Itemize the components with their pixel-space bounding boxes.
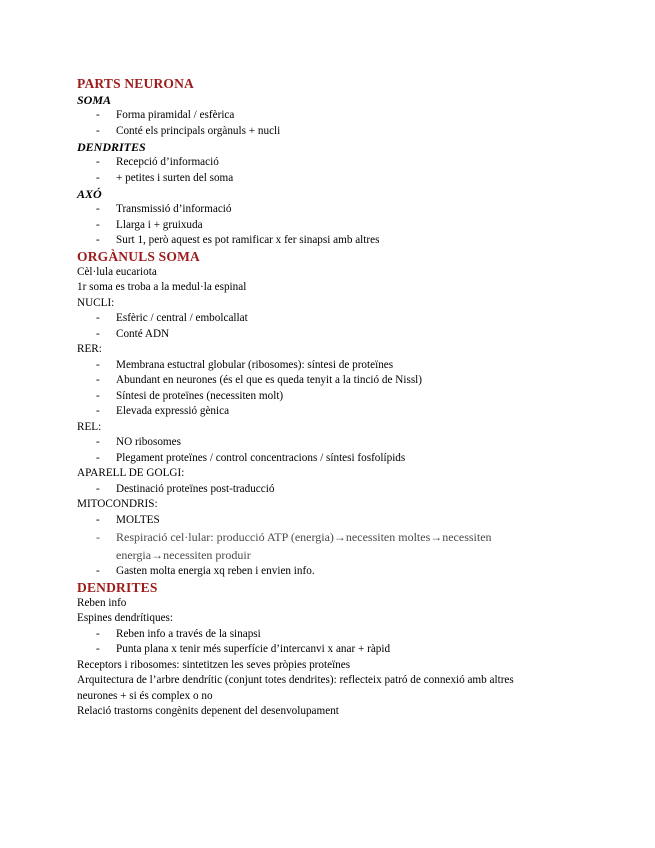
list-item: - Llarga i + gruixuda <box>96 218 203 231</box>
section-label-rel: REL: <box>77 420 102 433</box>
subheading-axo: AXÓ <box>77 187 102 201</box>
document-page <box>77 76 622 720</box>
subheading-soma: SOMA <box>77 93 112 107</box>
list-item: - Esfèric / central / embolcallat <box>96 312 248 324</box>
list-item: - MOLTES <box>96 513 160 526</box>
section-label-mitocondris: MITOCONDRIS: <box>77 498 158 510</box>
list-item: - Reben info a través de la sinapsi <box>96 627 261 640</box>
list-item: - Conté els principals orgànuls + nucli <box>96 124 281 137</box>
text-line: Relació trastorns congènits depenent del desenvolupament <box>77 705 339 717</box>
paragraph-arquitectura: Arquitectura de l’arbre dendrític (conjunt totes dendrites): reflecteix patró de connexió amb altres neurones + si és complex o no <box>77 674 514 702</box>
list-item: - Membrana estuctral globular (ribosomes): síntesi de proteïnes <box>96 358 394 371</box>
intro-line: 1r soma es troba a la medul·la espinal <box>77 281 247 293</box>
list-item: - Surt 1, però aquest es pot ramificar x fer sinapsi amb altres <box>96 234 380 246</box>
intro-line: Cèl·lula eucariota <box>77 265 157 278</box>
heading-parts-neurona: PARTS NEURONA <box>77 76 195 91</box>
list-item: - Recepció d’informació <box>96 156 219 168</box>
list-item: - Plegament proteïnes / control concentracions / síntesi fosfolípids <box>96 451 406 464</box>
list-item: - Forma piramidal / esfèrica <box>96 109 235 121</box>
list-item: - Gasten molta energia xq reben i envien info. <box>96 565 315 577</box>
text-line: Reben info <box>77 596 127 609</box>
heading-organuls-soma: ORGÀNULS SOMA <box>77 248 200 264</box>
list-item: - NO ribosomes <box>96 436 181 448</box>
list-item: - Elevada expressió gènica <box>96 405 230 417</box>
list-item: - Abundant en neurones (és el que es queda tenyit a la tinció de Nissl) <box>96 374 423 386</box>
section-label-golgi: APARELL DE GOLGI: <box>77 467 185 479</box>
list-item: - + petites i surten del soma <box>96 171 234 184</box>
list-item: - Síntesi de proteïnes (necessiten molt) <box>96 389 284 402</box>
section-label-espines: Espines dendrítiques: <box>77 612 174 624</box>
list-item: - Destinació proteïnes post-traducció <box>96 482 275 495</box>
subheading-dendrites: DENDRITES <box>77 140 146 154</box>
text-line: Receptors i ribosomes: sintetitzen les seves pròpies proteïnes <box>77 658 351 671</box>
section-label-nucli: NUCLI: <box>77 296 115 309</box>
list-item: - Respiració cel·lular: producció ATP (energia)→necessiten moltes→necessiten energia→necessiten produir <box>96 530 492 562</box>
section-label-rer: RER: <box>77 343 102 355</box>
list-item: - Punta plana x tenir més superfície d’intercanvi x anar + ràpid <box>96 643 391 655</box>
list-item: - Transmissió d’informació <box>96 203 232 215</box>
heading-dendrites: DENDRITES <box>77 579 158 595</box>
list-item: - Conté ADN <box>96 327 170 340</box>
